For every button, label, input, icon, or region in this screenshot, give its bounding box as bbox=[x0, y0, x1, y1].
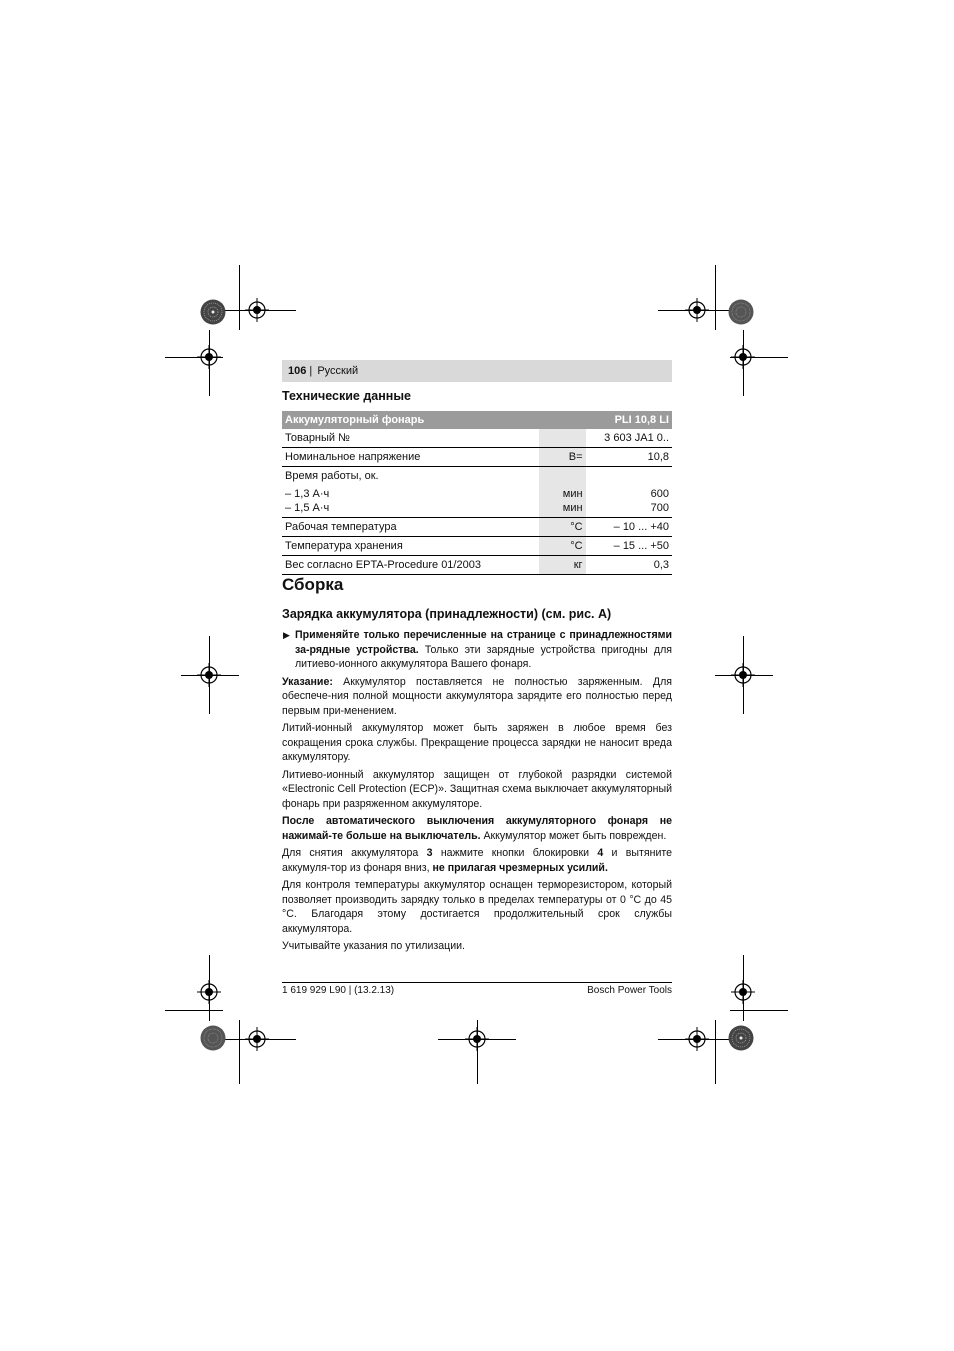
text-run: и вытяните аккумуля-тор из фонаря вниз, bbox=[282, 847, 672, 874]
row-label: Рабочая температура bbox=[282, 518, 539, 537]
row-unit: кг bbox=[539, 556, 585, 575]
text-run: нажмите кнопки блокировки bbox=[432, 847, 598, 859]
header-language: Русский bbox=[317, 365, 359, 377]
row-sublabel: – 1,3 А·ч bbox=[285, 488, 330, 500]
bullet-text: Только эти зарядные устройства пригодны для литиево-ионного аккумулятора Вашего фонаря. bbox=[295, 643, 672, 670]
note-text: Аккумулятор поставляется не полностью заряженным. Для обеспече-ния полной мощности аккумулятора зарядите его полностью перед первым при-менением. bbox=[282, 675, 672, 717]
assembly-body bbox=[282, 628, 672, 957]
table-row bbox=[282, 556, 672, 575]
paragraph: Литий-ионный аккумулятор может быть заряжен в любое время без сокращения срока службы. Прекращение процесса зарядки не наносит вреда аккумулятору. bbox=[282, 722, 672, 763]
row-label: Номинальное напряжение bbox=[282, 448, 539, 467]
row-label: Температура хранения bbox=[282, 537, 539, 556]
row-value-group bbox=[586, 467, 672, 518]
tech-data-table bbox=[282, 411, 672, 575]
crop-line bbox=[165, 1010, 223, 1011]
registration-target-icon bbox=[465, 1027, 489, 1051]
registration-target-icon bbox=[245, 298, 269, 322]
row-value: 700 bbox=[650, 502, 669, 514]
table-row bbox=[282, 448, 672, 467]
bullet-bold-text: Применяйте только перечисленные на странице с принадлежностями за-рядные устройства. bbox=[295, 629, 672, 656]
row-label: Товарный № bbox=[282, 429, 539, 448]
row-unit: °C bbox=[539, 537, 585, 556]
registration-target-icon bbox=[731, 663, 755, 687]
bold-text: не прилагая чрезмерных усилий. bbox=[432, 861, 608, 874]
registration-target-icon bbox=[197, 345, 221, 369]
crop-line bbox=[239, 265, 240, 330]
table-header-row bbox=[282, 411, 672, 429]
crop-line bbox=[239, 1020, 240, 1084]
row-value: – 10 ... +40 bbox=[586, 518, 672, 537]
row-label: Время работы, ок. bbox=[285, 470, 379, 482]
row-value: 10,8 bbox=[586, 448, 672, 467]
row-unit: мин bbox=[562, 488, 583, 500]
row-sublabel: – 1,5 А·ч bbox=[285, 502, 330, 514]
bullet-triangle-icon: ▶ bbox=[283, 630, 290, 640]
table-row bbox=[282, 537, 672, 556]
model-header: PLI 10,8 LI bbox=[586, 411, 672, 429]
row-value: 0,3 bbox=[586, 556, 672, 575]
footer-doc-number: 1 619 929 L90 | (13.2.13) bbox=[282, 985, 395, 996]
text-run: Для снятия аккумулятора bbox=[282, 847, 427, 859]
row-value: – 15 ... +50 bbox=[586, 537, 672, 556]
assembly-title: Сборка bbox=[282, 575, 344, 594]
rosette-mark-icon bbox=[200, 1025, 226, 1051]
note-paragraph bbox=[282, 675, 672, 719]
header-separator: | bbox=[309, 365, 313, 377]
table-row bbox=[282, 429, 672, 448]
registration-target-icon bbox=[731, 980, 755, 1004]
table-row bbox=[282, 518, 672, 537]
registration-target-icon bbox=[245, 1027, 269, 1051]
registration-target-icon bbox=[197, 663, 221, 687]
row-label-group bbox=[282, 467, 539, 518]
charging-subtitle: Зарядка аккумулятора (принадлежности) (см. рис. A) bbox=[282, 607, 612, 621]
row-unit: В= bbox=[539, 448, 585, 467]
ref-number: 3 bbox=[426, 847, 433, 859]
warning-paragraph bbox=[282, 814, 672, 843]
paragraph: Учитывайте указания по утилизации. bbox=[282, 940, 465, 952]
page-number: 106 bbox=[288, 365, 307, 377]
registration-target-icon bbox=[685, 1027, 709, 1051]
rosette-mark-icon bbox=[728, 299, 754, 325]
warning-bold-text: После автоматического выключения аккумуляторного фонаря не нажимай-те больше на выключатель. bbox=[282, 815, 672, 842]
footer-rule bbox=[282, 982, 672, 983]
rosette-mark-icon bbox=[200, 299, 226, 325]
crop-line bbox=[715, 1020, 716, 1084]
crop-line bbox=[715, 265, 716, 330]
paragraph: Литиево-ионный аккумулятор защищен от глубокой разрядки системой «Electronic Cell Protection (ECP)». Защитная схема выключает аккумуляторный фонарь при разряженном аккумуляторе. bbox=[282, 768, 672, 810]
crop-line bbox=[730, 1010, 788, 1011]
bullet-paragraph bbox=[282, 628, 672, 672]
row-unit: °C bbox=[539, 518, 585, 537]
removal-paragraph bbox=[282, 846, 672, 875]
tech-data-title: Технические данные bbox=[282, 389, 411, 403]
registration-target-icon bbox=[731, 345, 755, 369]
rosette-mark-icon bbox=[728, 1025, 754, 1051]
row-value: 600 bbox=[650, 488, 669, 500]
ref-number: 4 bbox=[597, 847, 604, 859]
row-unit bbox=[539, 429, 585, 448]
footer-brand: Bosch Power Tools bbox=[587, 985, 672, 996]
note-label: Указание: bbox=[282, 675, 333, 688]
row-unit: мин bbox=[562, 502, 583, 514]
product-header: Аккумуляторный фонарь bbox=[282, 411, 586, 429]
row-label: Вес согласно EPTA-Procedure 01/2003 bbox=[282, 556, 539, 575]
row-unit-group bbox=[539, 467, 585, 518]
warning-text: Аккумулятор может быть поврежден. bbox=[480, 829, 667, 842]
table-row bbox=[282, 467, 672, 518]
registration-target-icon bbox=[685, 298, 709, 322]
row-value: 3 603 JA1 0.. bbox=[586, 429, 672, 448]
registration-target-icon bbox=[197, 980, 221, 1004]
paragraph: Для контроля температуры аккумулятор оснащен терморезистором, который позволяет производить зарядку только в пределах температуры от 0 °C до 45 °C. Благодаря этому достигается продолжительный срок службы аккумулятора. bbox=[282, 879, 672, 935]
page-header bbox=[282, 360, 672, 382]
